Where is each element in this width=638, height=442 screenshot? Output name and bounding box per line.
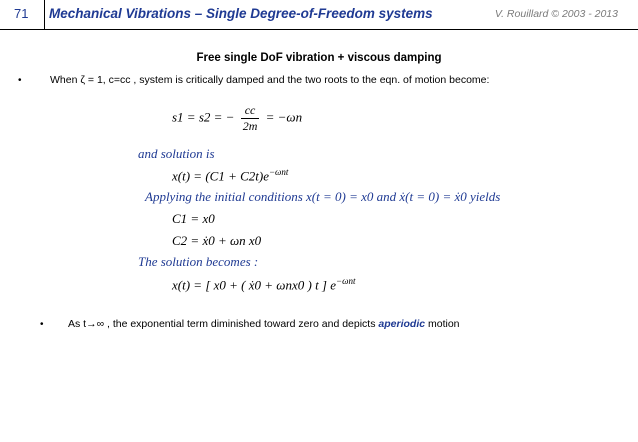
equation-final-body: x(t) = [ x0 + ( ẋ0 + ωnx0 ) t ] e bbox=[172, 277, 337, 293]
equation-solution-exponent: −ωnt bbox=[268, 167, 289, 177]
initial-conditions-text: Applying the initial conditions x(t = 0) = x0 and ẋ(t = 0) = ẋ0 yields bbox=[145, 189, 501, 204]
equation-c1: C1 = x0 bbox=[172, 211, 215, 226]
section-title: Free single DoF vibration + viscous damping bbox=[196, 52, 442, 64]
equation-final-exponent: −ωnt bbox=[336, 276, 356, 286]
bullet-text-aperiodic bbox=[68, 318, 460, 330]
equation-roots-lhs: s1 = s2 = − bbox=[172, 109, 235, 125]
and-solution-text: and solution is bbox=[138, 146, 215, 161]
header-divider bbox=[44, 0, 45, 30]
bullet2-emphasis: aperiodic bbox=[378, 318, 426, 330]
slide-header bbox=[0, 0, 638, 30]
equation-solution bbox=[172, 167, 288, 184]
solution-becomes-text: The solution becomes : bbox=[138, 254, 259, 269]
equation-final bbox=[172, 276, 355, 293]
bullet-marker: • bbox=[18, 75, 22, 86]
header-rule bbox=[0, 29, 638, 30]
fraction-numerator: cc bbox=[241, 103, 260, 119]
slide-number: 71 bbox=[14, 6, 29, 21]
header-title: Mechanical Vibrations – Single Degree-of-Freedom systems bbox=[49, 6, 433, 21]
bullet-text-critical-damping: When ζ = 1, c=cc , system is critically damped and the two roots to the eqn. of motion become: bbox=[50, 74, 490, 86]
equation-c2: C2 = ẋ0 + ωn x0 bbox=[172, 233, 262, 248]
fraction bbox=[241, 103, 260, 134]
fraction-denominator: 2m bbox=[242, 119, 258, 133]
bullet2-suffix: motion bbox=[425, 318, 460, 330]
equation-roots bbox=[172, 103, 302, 134]
equation-roots-rhs: = −ωn bbox=[265, 109, 303, 125]
bullet-marker-2: • bbox=[40, 319, 44, 330]
equation-solution-body: x(t) = (C1 + C2t)e bbox=[172, 168, 269, 184]
author-credit: V. Rouillard © 2003 - 2013 bbox=[494, 8, 618, 20]
bullet2-prefix: As t→∞ , the exponential term diminished toward zero and depicts bbox=[68, 318, 379, 330]
